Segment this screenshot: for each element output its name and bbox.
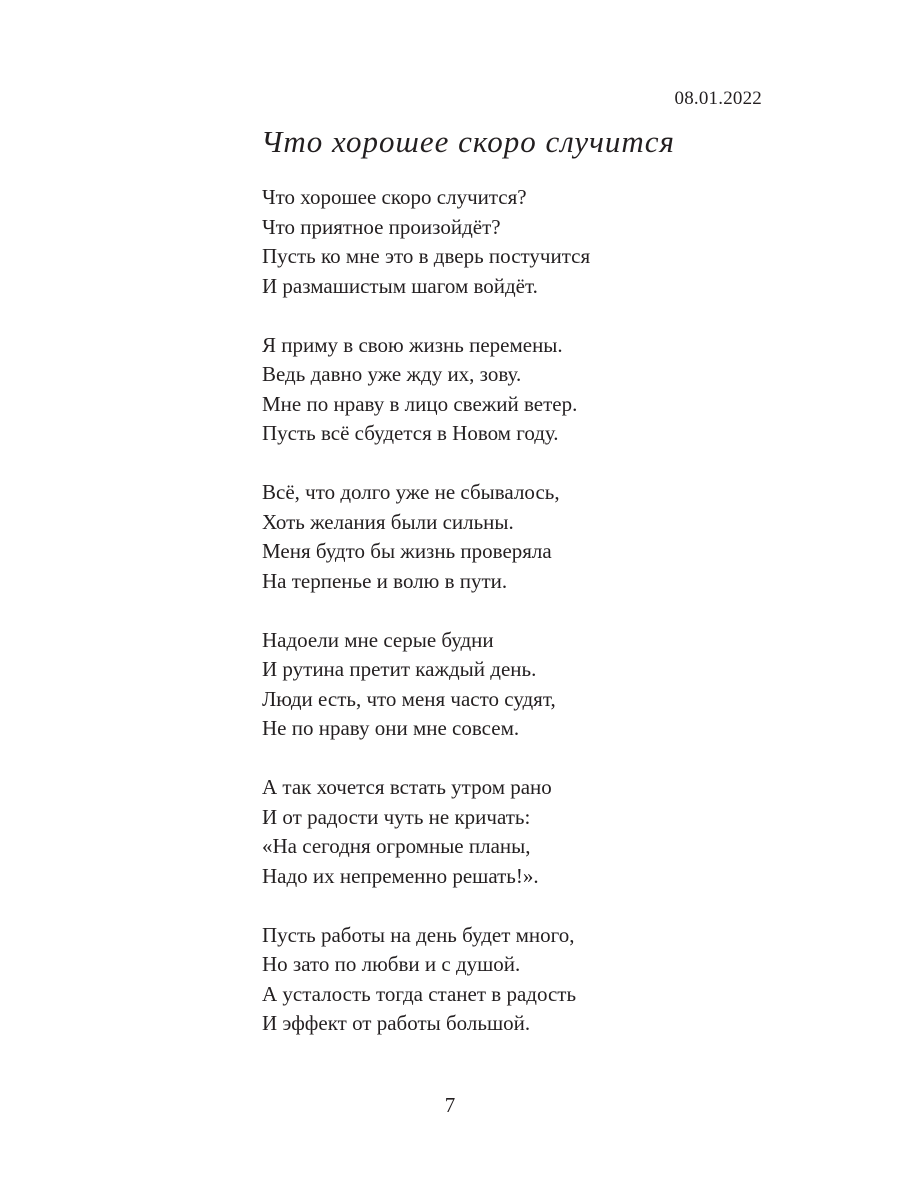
- poem-body: [262, 183, 782, 1068]
- poem-line: Хоть желания были сильны.: [262, 509, 514, 534]
- stanza-4: [262, 626, 782, 744]
- stanza-5: [262, 773, 782, 891]
- page-number: 7: [444, 1093, 456, 1117]
- poem-line: Пусть работы на день будет много,: [262, 922, 575, 947]
- poem-line: Надоели мне серые будни: [262, 627, 494, 652]
- poem-line: Мне по нраву в лицо свежий ветер.: [262, 391, 578, 416]
- stanza-1: [262, 183, 782, 301]
- poem-line: «На сегодня огромные планы,: [262, 834, 531, 858]
- poem-line: И эффект от работы большой.: [262, 1011, 531, 1035]
- poem-line: Меня будто бы жизнь проверяла: [262, 539, 552, 563]
- poem-line: Что хорошее скоро случится?: [262, 185, 527, 209]
- stanza-3: [262, 478, 782, 596]
- poem-line: Пусть ко мне это в дверь постучится: [262, 244, 591, 268]
- poem-line: Люди есть, что меня часто судят,: [262, 686, 556, 711]
- poem-line: Всё, что долго уже не сбывалось,: [262, 480, 560, 504]
- stanza-6: [262, 921, 782, 1039]
- poem-line: Я приму в свою жизнь перемены.: [262, 332, 563, 357]
- date-stamp: 08.01.2022: [674, 88, 762, 109]
- poem-line: Ведь давно уже жду их, зову.: [262, 362, 522, 386]
- poem-line: А усталость тогда станет в радость: [262, 981, 577, 1006]
- stanza-2: [262, 331, 782, 449]
- poem-line: А так хочется встать утром рано: [262, 775, 552, 799]
- poem-line: Но зато по любви и с душой.: [262, 952, 521, 976]
- poem-line: Что приятное произойдёт?: [262, 214, 501, 239]
- poem-line: Пусть всё сбудется в Новом году.: [262, 421, 559, 445]
- poem-line: На терпенье и волю в пути.: [262, 568, 508, 593]
- poem-line: Не по нраву они мне совсем.: [262, 716, 520, 740]
- poem-line: Надо их непременно решать!».: [262, 863, 539, 888]
- poem-line: И от радости чуть не кричать:: [262, 804, 531, 829]
- poem-title: Что хорошее скоро случится: [261, 124, 675, 159]
- poem-line: И размашистым шагом войдёт.: [262, 273, 538, 298]
- poem-line: И рутина претит каждый день.: [262, 657, 537, 681]
